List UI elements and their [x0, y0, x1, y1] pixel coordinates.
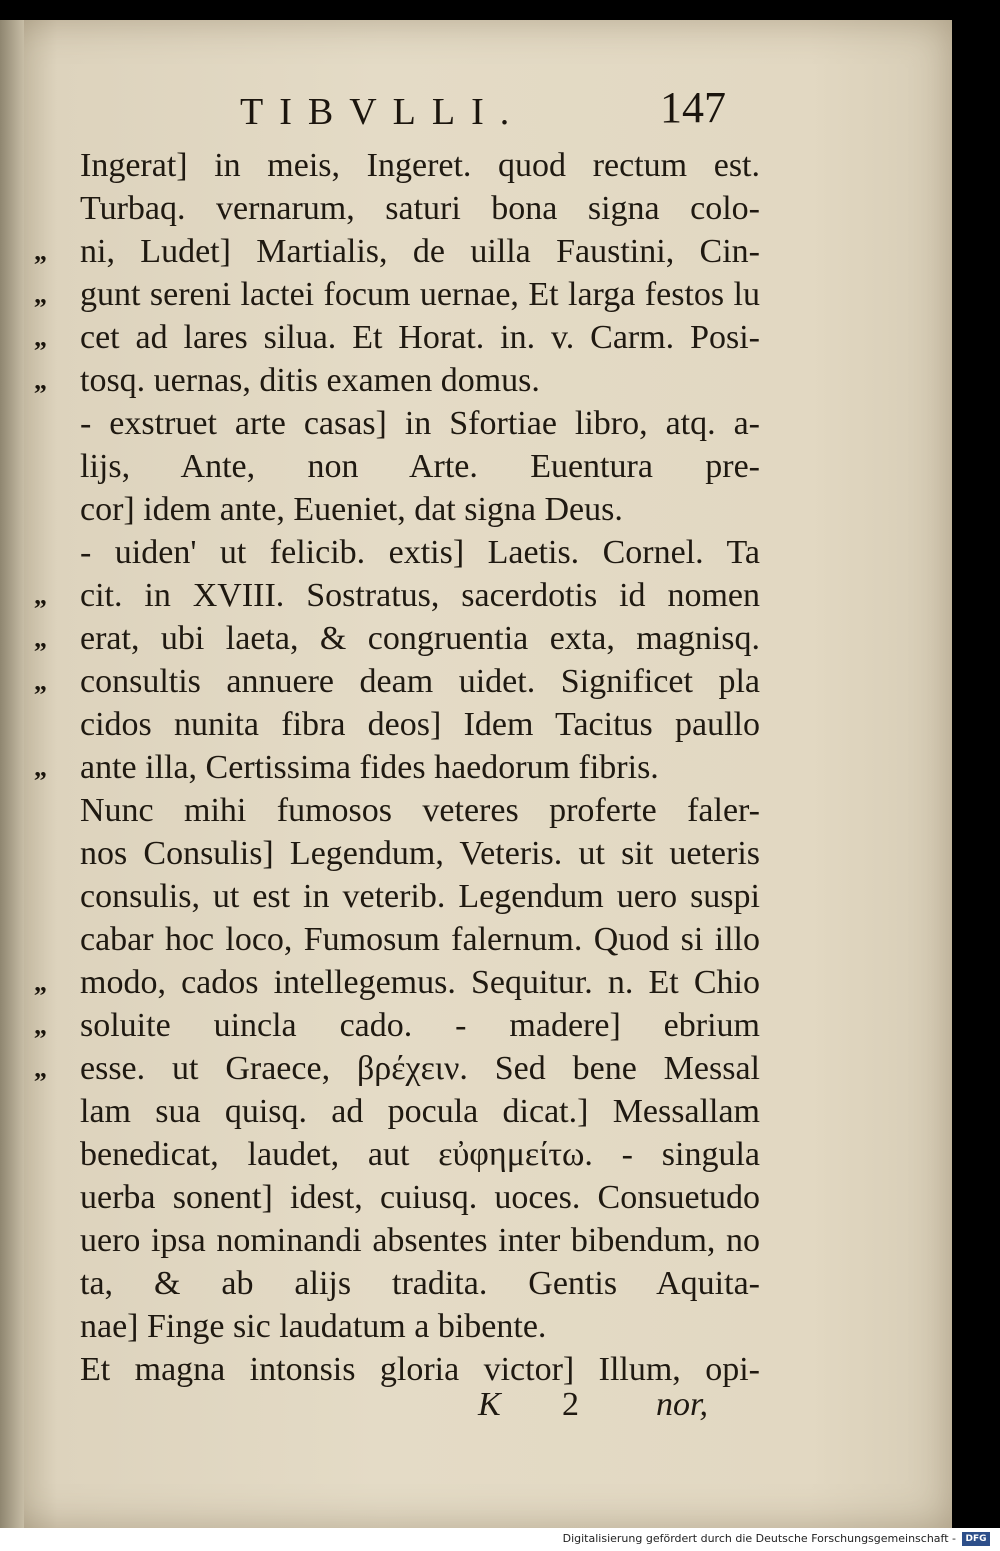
quote-mark: „ — [34, 366, 47, 395]
line-text: soluite uincla cado. - madere] ebrium — [80, 1007, 760, 1044]
signature-number: 2 — [562, 1386, 579, 1423]
page-gutter — [0, 20, 24, 1528]
line-text: nae] Finge sic laudatum a bibente. — [80, 1308, 547, 1345]
line-text: ni, Ludet] Martialis, de uilla Faustini, Cin- — [80, 233, 760, 270]
text-line — [34, 445, 760, 488]
text-line — [34, 1133, 760, 1176]
quote-mark: „ — [34, 1011, 47, 1040]
line-text: nos Consulis] Legendum, Veteris. ut sit ueteris — [80, 835, 760, 872]
text-line — [34, 531, 760, 574]
text-line — [34, 402, 760, 445]
text-line — [34, 488, 760, 531]
line-text: cet ad lares silua. Et Horat. in. v. Carm. Posi- — [80, 319, 760, 356]
text-block — [34, 144, 760, 1391]
text-line — [34, 187, 760, 230]
quote-mark: „ — [34, 1054, 47, 1083]
text-line — [34, 703, 760, 746]
line-text: Ingerat] in meis, Ingeret. quod rectum est. — [80, 147, 760, 184]
page-number: 147 — [660, 83, 726, 132]
line-text: uero ipsa nominandi absentes inter bibendum, no — [80, 1222, 760, 1259]
line-text: benedicat, laudet, aut εὐφημείτω. - singula — [80, 1136, 760, 1173]
line-text: consultis annuere deam uidet. Significet pla — [80, 663, 760, 700]
text-line — [34, 660, 760, 703]
line-text: cit. in XVIII. Sostratus, sacerdotis id nomen — [80, 577, 760, 614]
text-line — [34, 617, 760, 660]
text-line — [34, 789, 760, 832]
text-line — [34, 359, 760, 402]
text-line — [34, 1090, 760, 1133]
line-text: esse. ut Graece, βρέχειν. Sed bene Messal — [80, 1050, 760, 1087]
text-line — [34, 316, 760, 359]
line-text: Et magna intonsis gloria victor] Illum, opi- — [80, 1351, 760, 1388]
line-text: erat, ubi laeta, & congruentia exta, magnisq. — [80, 620, 760, 657]
text-line — [34, 574, 760, 617]
quote-mark: „ — [34, 323, 47, 352]
line-text: consulis, ut est in veterib. Legendum uero suspi — [80, 878, 760, 915]
signature-letter: K — [478, 1386, 501, 1423]
line-text: lijs, Ante, non Arte. Euentura pre- — [80, 448, 760, 485]
line-text: cidos nunita fibra deos] Idem Tacitus paullo — [80, 706, 760, 743]
text-line — [34, 1262, 760, 1305]
line-text: tosq. uernas, ditis examen domus. — [80, 362, 540, 399]
text-line — [34, 1004, 760, 1047]
funding-credit: Digitalisierung gefördert durch die Deutsche Forschungsgemeinschaft - — [562, 1532, 956, 1545]
line-text: cor] idem ante, Eueniet, dat signa Deus. — [80, 491, 623, 528]
text-line — [34, 1219, 760, 1262]
quote-mark: „ — [34, 753, 47, 782]
line-text: - uiden' ut felicib. extis] Laetis. Cornel. Ta — [80, 534, 760, 571]
quote-mark: „ — [34, 237, 47, 266]
dfg-logo-icon: DFG — [962, 1532, 990, 1546]
quote-mark: „ — [34, 581, 47, 610]
catchword: nor, — [656, 1386, 708, 1423]
text-line — [34, 875, 760, 918]
line-text: - exstruet arte casas] in Sfortiae libro, atq. a- — [80, 405, 760, 442]
line-text: Nunc mihi fumosos veteres proferte faler- — [80, 792, 760, 829]
text-line — [34, 1176, 760, 1219]
digitization-footer — [0, 1528, 1000, 1551]
quote-mark: „ — [34, 280, 47, 309]
text-line — [34, 918, 760, 961]
text-line — [34, 230, 760, 273]
running-head: TIBVLLI. — [240, 91, 526, 133]
quote-mark: „ — [34, 968, 47, 997]
text-line — [34, 144, 760, 187]
line-text: gunt sereni lactei focum uernae, Et larga festos lu — [80, 276, 760, 313]
line-text: lam sua quisq. ad pocula dicat.] Messallam — [80, 1093, 760, 1130]
quote-mark: „ — [34, 667, 47, 696]
quote-mark: „ — [34, 624, 47, 653]
text-line — [34, 1348, 760, 1391]
line-text: modo, cados intellegemus. Sequitur. n. Et Chio — [80, 964, 760, 1001]
line-text: ta, & ab alijs tradita. Gentis Aquita- — [80, 1265, 760, 1302]
text-line — [34, 1305, 760, 1348]
text-line — [34, 961, 760, 1004]
text-line — [34, 746, 760, 789]
text-line — [34, 273, 760, 316]
text-line — [34, 832, 760, 875]
line-text: cabar hoc loco, Fumosum falernum. Quod si illo — [80, 921, 760, 958]
text-line — [34, 1047, 760, 1090]
catchline — [478, 1386, 778, 1426]
line-text: Turbaq. vernarum, saturi bona signa colo- — [80, 190, 760, 227]
line-text: uerba sonent] idest, cuiusq. uoces. Consuetudo — [80, 1179, 760, 1216]
book-page — [0, 20, 952, 1528]
page-header — [240, 78, 760, 138]
line-text: ante illa, Certissima fides haedorum fibris. — [80, 749, 659, 786]
